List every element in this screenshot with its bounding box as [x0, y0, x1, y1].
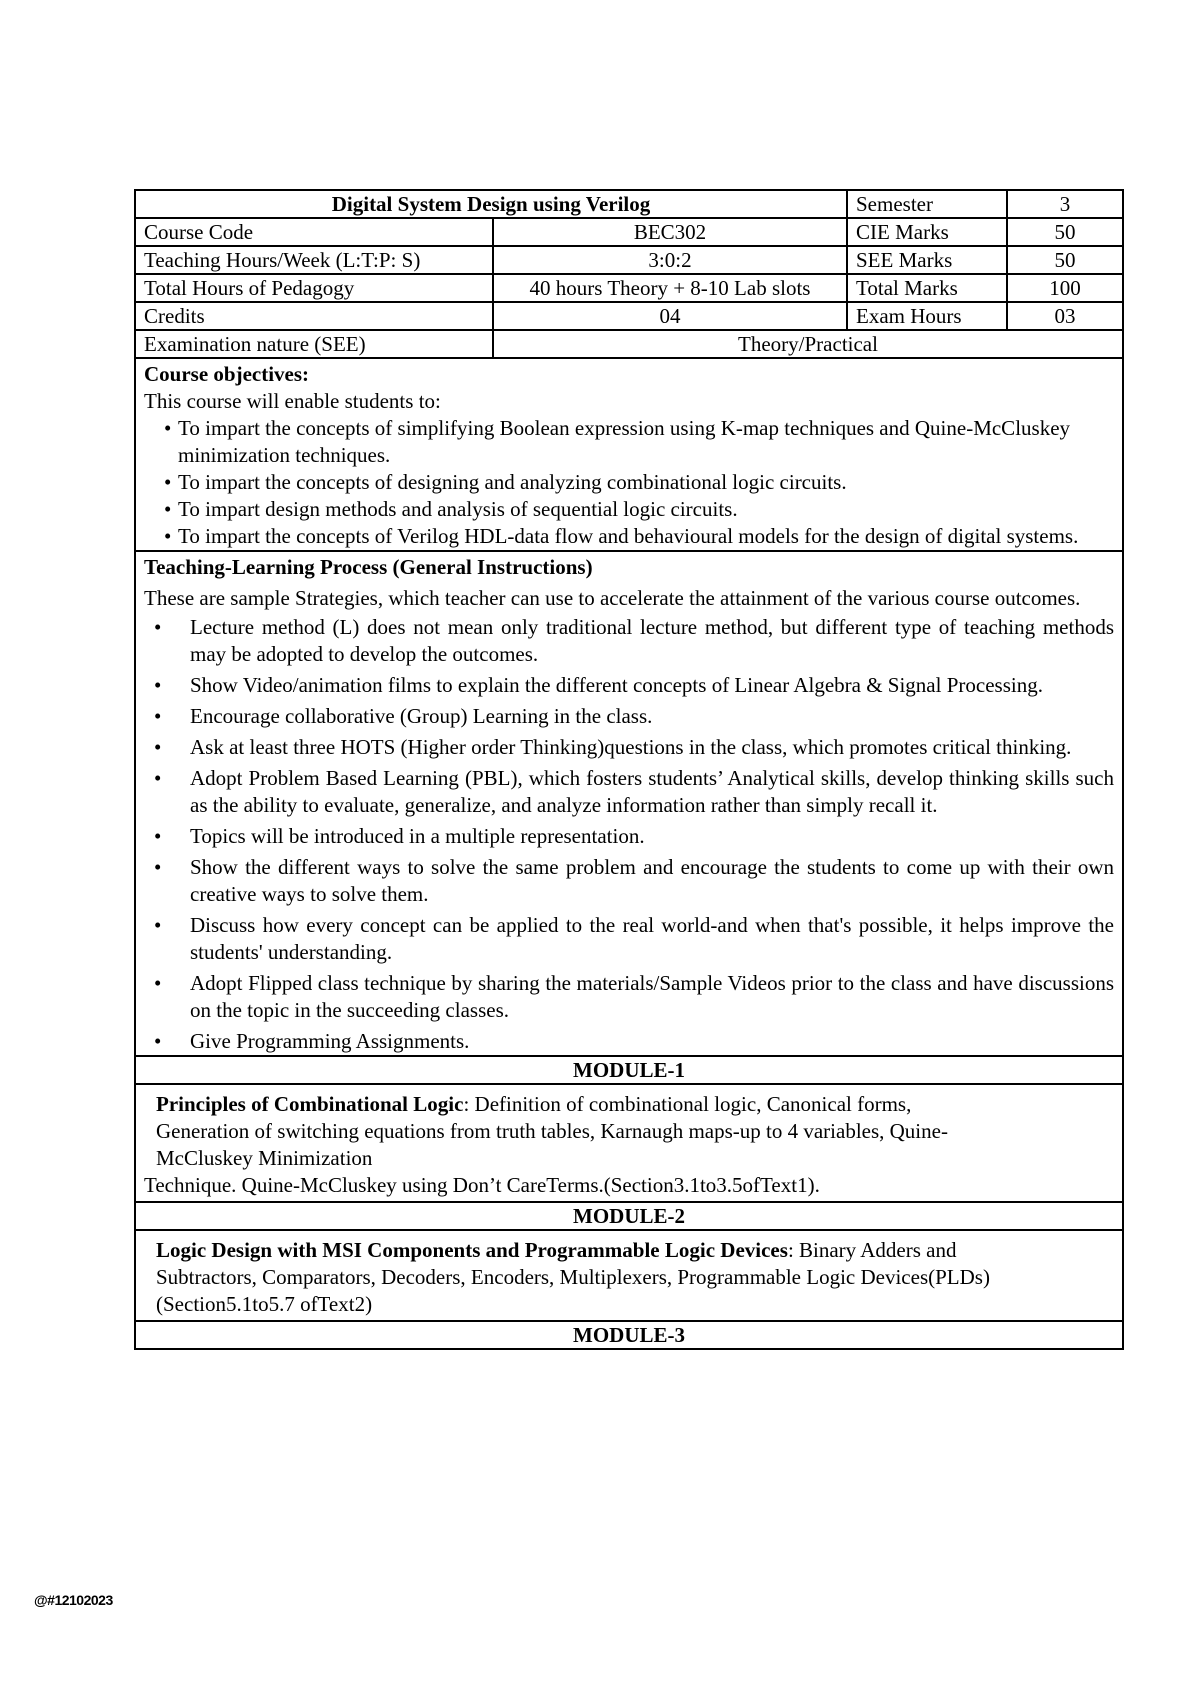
- credits-label: Credits: [135, 302, 493, 330]
- objectives-heading: Course objectives:: [144, 362, 310, 386]
- exam-nature-value: Theory/Practical: [493, 330, 1123, 358]
- teaching-row: [135, 551, 1123, 1056]
- list-item: • To impart the concepts of simplifying Boolean expression using K-map techniques and Quine-McCluskey minimization techniques.: [166, 415, 1114, 469]
- list-item: • Show the different ways to solve the same problem and encourage the students to come up with their own creative ways to solve them.: [144, 854, 1114, 908]
- list-item: • Show Video/animation films to explain the different concepts of Linear Algebra & Signal Processing.: [144, 672, 1114, 699]
- module-1-row: [135, 1084, 1123, 1202]
- pedagogy-label: Total Hours of Pedagogy: [135, 274, 493, 302]
- list-item: • Encourage collaborative (Group) Learning in the class.: [144, 703, 1114, 730]
- semester-label: Semester: [847, 190, 1007, 218]
- pedagogy-value: 40 hours Theory + 8-10 Lab slots: [493, 274, 847, 302]
- list-item: • To impart the concepts of Verilog HDL-data flow and behavioural models for the design of digital systems.: [166, 523, 1114, 550]
- teaching-list: [144, 614, 1114, 1055]
- module-1-header-row: [135, 1056, 1123, 1084]
- module-1-body: [135, 1084, 1123, 1202]
- module-2-line2: Subtractors, Comparators, Decoders, Encoders, Multiplexers, Programmable Logic Devices(PLDs): [156, 1265, 990, 1289]
- module-2-line3: (Section5.1to5.7 ofText2): [156, 1292, 373, 1316]
- list-item: • To impart design methods and analysis of sequential logic circuits.: [166, 496, 1114, 523]
- module-1-line4: Technique. Quine-McCluskey using Don’t CareTerms.(Section3.1to3.5ofText1).: [144, 1173, 820, 1197]
- objectives-row: [135, 358, 1123, 551]
- list-item: • Ask at least three HOTS (Higher order Thinking)questions in the class, which promotes critical thinking.: [144, 734, 1114, 761]
- module-3-title: MODULE-3: [135, 1321, 1123, 1349]
- title-row: [135, 190, 1123, 218]
- module-3-header-row: [135, 1321, 1123, 1349]
- course-title: Digital System Design using Verilog: [135, 190, 847, 218]
- teaching-intro: These are sample Strategies, which teacher can use to accelerate the attainment of the various course outcomes.: [144, 586, 1081, 610]
- module-2-header-row: [135, 1202, 1123, 1230]
- total-marks-label: Total Marks: [847, 274, 1007, 302]
- pedagogy-row: [135, 274, 1123, 302]
- list-item: • Topics will be introduced in a multiple representation.: [144, 823, 1114, 850]
- syllabus-table: [134, 189, 1124, 1350]
- module-2-topic: Logic Design with MSI Components and Programmable Logic Devices: [156, 1238, 788, 1262]
- teaching-hours-row: [135, 246, 1123, 274]
- objectives-list: [144, 415, 1114, 550]
- cie-marks-label: CIE Marks: [847, 218, 1007, 246]
- course-code-label: Course Code: [135, 218, 493, 246]
- list-item: • Lecture method (L) does not mean only traditional lecture method, but different type of teaching methods may be adopted to develop the outcomes.: [144, 614, 1114, 668]
- total-marks-value: 100: [1007, 274, 1123, 302]
- list-item: • Discuss how every concept can be applied to the real world-and when that's possible, it helps improve the students' understanding.: [144, 912, 1114, 966]
- exam-nature-row: [135, 330, 1123, 358]
- objectives-cell: [135, 358, 1123, 551]
- cie-marks-value: 50: [1007, 218, 1123, 246]
- list-item: • Give Programming Assignments.: [144, 1028, 1114, 1055]
- module-2-body: [135, 1230, 1123, 1321]
- teaching-cell: [135, 551, 1123, 1056]
- teaching-hours-label: Teaching Hours/Week (L:T:P: S): [135, 246, 493, 274]
- credits-value: 04: [493, 302, 847, 330]
- course-code-value: BEC302: [493, 218, 847, 246]
- see-marks-value: 50: [1007, 246, 1123, 274]
- module-1-line3: McCluskey Minimization: [156, 1146, 373, 1170]
- footer-code: @#12102023: [34, 1592, 113, 1608]
- teaching-hours-value: 3:0:2: [493, 246, 847, 274]
- syllabus-page: [134, 189, 1122, 1350]
- semester-value: 3: [1007, 190, 1123, 218]
- objectives-intro: This course will enable students to:: [144, 389, 441, 413]
- exam-hours-label: Exam Hours: [847, 302, 1007, 330]
- module-1-topic: Principles of Combinational Logic: [156, 1092, 464, 1116]
- exam-nature-label: Examination nature (SEE): [135, 330, 493, 358]
- list-item: • Adopt Flipped class technique by sharing the materials/Sample Videos prior to the class and have discussions on the topic in the succeeding classes.: [144, 970, 1114, 1024]
- module-2-line1: : Binary Adders and: [787, 1238, 957, 1262]
- see-marks-label: SEE Marks: [847, 246, 1007, 274]
- course-code-row: [135, 218, 1123, 246]
- module-1-line2: Generation of switching equations from truth tables, Karnaugh maps-up to 4 variables, Quine-: [156, 1119, 948, 1143]
- list-item: • To impart the concepts of designing and analyzing combinational logic circuits.: [166, 469, 1114, 496]
- teaching-heading: Teaching-Learning Process (General Instructions): [144, 555, 593, 579]
- module-2-title: MODULE-2: [135, 1202, 1123, 1230]
- credits-row: [135, 302, 1123, 330]
- module-1-title: MODULE-1: [135, 1056, 1123, 1084]
- module-2-row: [135, 1230, 1123, 1321]
- module-1-line1: : Definition of combinational logic, Canonical forms,: [463, 1092, 912, 1116]
- list-item: • Adopt Problem Based Learning (PBL), which fosters students’ Analytical skills, develop thinking skills such as the ability to evaluate, generalize, and analyze information rather than simply recall it.: [144, 765, 1114, 819]
- exam-hours-value: 03: [1007, 302, 1123, 330]
